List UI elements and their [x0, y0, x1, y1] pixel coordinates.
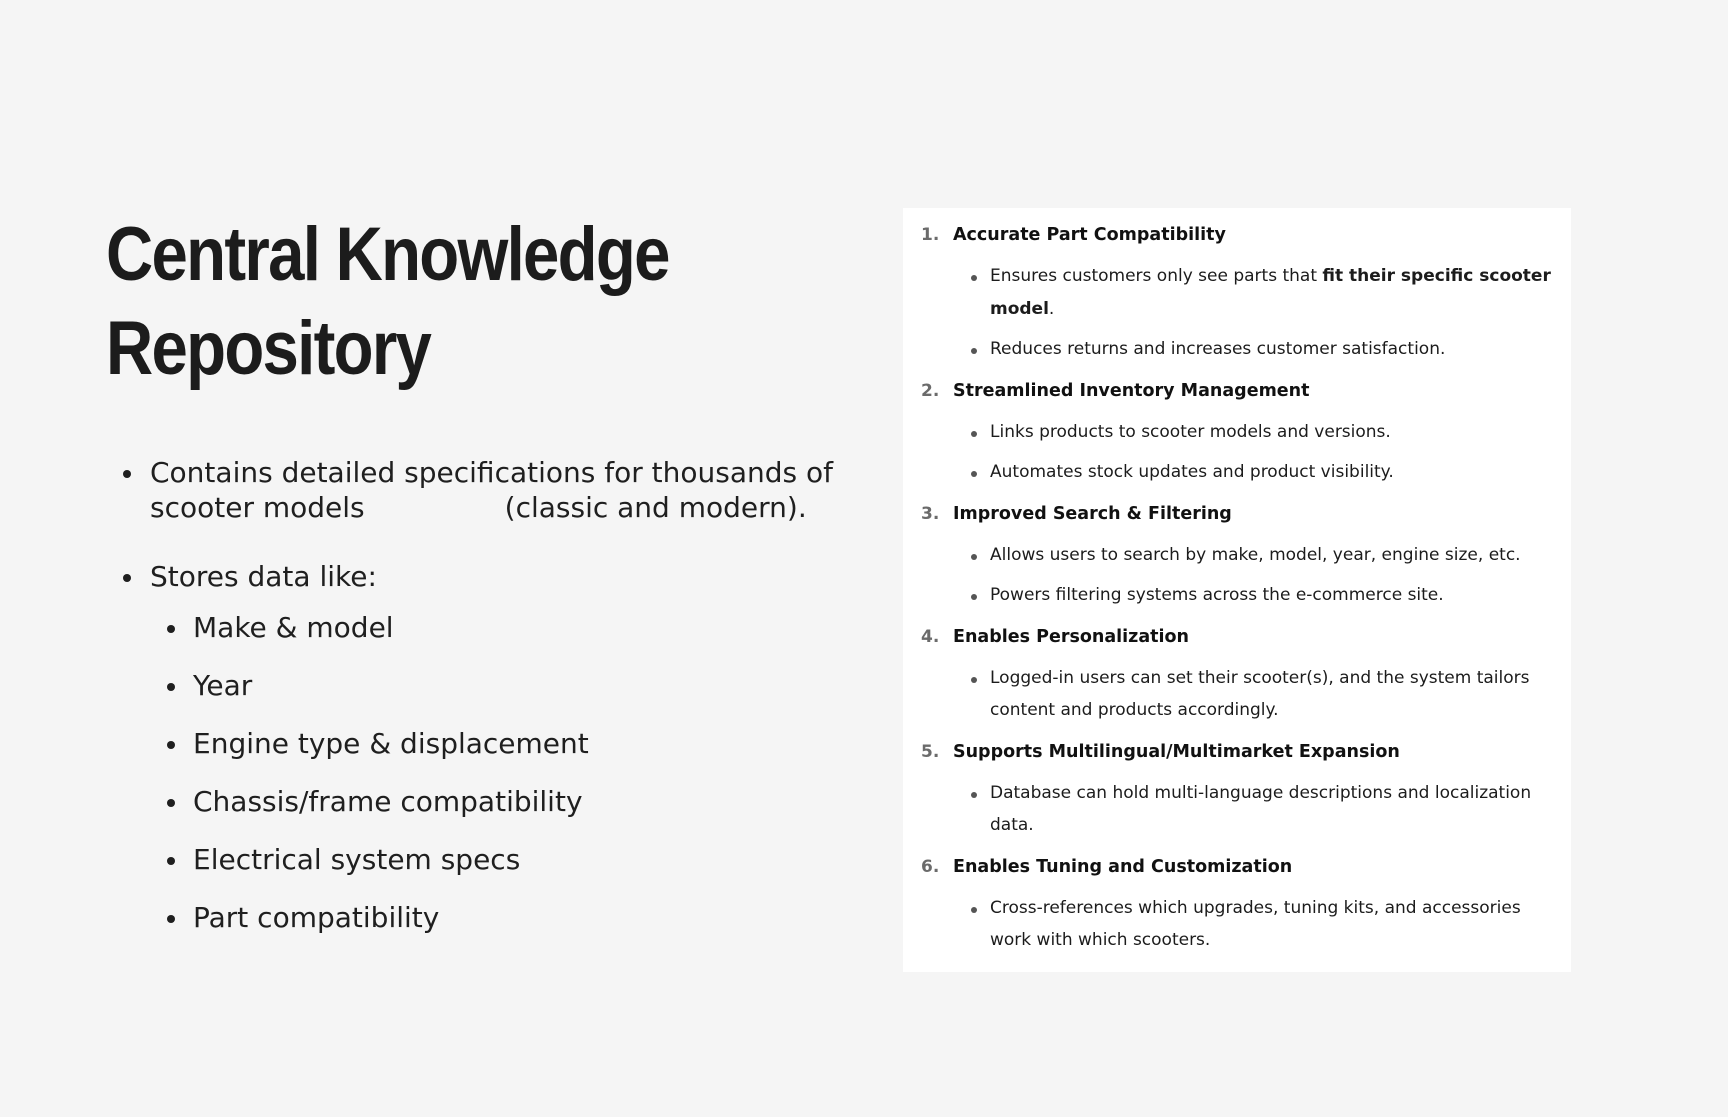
list-item: Logged-in users can set their scooter(s), and the system tailors content and products accordingly. [990, 658, 1551, 731]
benefit-title: Improved Search & Filtering [953, 503, 1232, 524]
item-number: 2. [921, 380, 940, 401]
item-number: 4. [921, 626, 940, 647]
benefit-details [953, 773, 1551, 846]
list-item: Links products to scooter models and versions. [990, 412, 1551, 453]
bullet-text: Contains detailed specifications for thousands of scooter models [150, 456, 833, 524]
benefit-item [921, 846, 1551, 961]
benefit-item [921, 493, 1551, 616]
benefits-panel [903, 208, 1571, 972]
benefit-details [953, 256, 1551, 370]
benefit-title: Supports Multilingual/Multimarket Expansion [953, 741, 1400, 762]
item-number: 6. [921, 856, 940, 877]
item-number: 5. [921, 741, 940, 762]
key-points-list [150, 455, 850, 969]
benefit-title: Streamlined Inventory Management [953, 380, 1310, 401]
detail-emphasis: fit their specific scooter model [990, 266, 1551, 319]
benefit-title: Accurate Part Compatibility [953, 225, 1226, 245]
benefits-list [921, 214, 1551, 961]
list-item: Automates stock updates and product visibility. [990, 452, 1551, 493]
benefit-item [921, 370, 1551, 493]
item-number: 3. [921, 503, 940, 524]
benefit-details [953, 412, 1551, 493]
benefit-title: Enables Tuning and Customization [953, 856, 1293, 877]
data-types-list [150, 610, 850, 935]
benefit-details [953, 658, 1551, 731]
list-item: Electrical system specs [193, 842, 850, 877]
bullet-text-continued: (classic and modern). [504, 491, 807, 524]
list-item: Reduces returns and increases customer satisfaction. [990, 329, 1551, 370]
list-item: Database can hold multi-language descriptions and localization data. [990, 773, 1551, 846]
benefit-item [921, 214, 1551, 370]
list-item: Engine type & displacement [193, 726, 850, 761]
title-line-2: Repository [106, 306, 431, 391]
item-number: 1. [921, 225, 940, 245]
list-item [150, 559, 850, 935]
list-item: Allows users to search by make, model, year, engine size, etc. [990, 535, 1551, 576]
bullet-text: Stores data like: [150, 560, 377, 593]
list-item: Powers filtering systems across the e-commerce site. [990, 575, 1551, 616]
list-item: Year [193, 668, 850, 703]
benefit-title: Enables Personalization [953, 626, 1189, 647]
list-item: Make & model [193, 610, 850, 645]
benefit-details [953, 888, 1551, 961]
list-item [990, 256, 1551, 329]
slide-title [106, 208, 760, 396]
list-item [150, 455, 850, 525]
title-line-1: Central Knowledge [106, 212, 669, 297]
benefit-item [921, 731, 1551, 846]
list-item: Part compatibility [193, 900, 850, 935]
benefit-item [921, 616, 1551, 731]
detail-text: . [1048, 298, 1055, 319]
list-item: Chassis/frame compatibility [193, 784, 850, 819]
detail-text: Ensures customers only see parts that [990, 266, 1323, 286]
benefit-details [953, 535, 1551, 616]
list-item: Cross-references which upgrades, tuning kits, and accessories work with which scooters. [990, 888, 1551, 961]
